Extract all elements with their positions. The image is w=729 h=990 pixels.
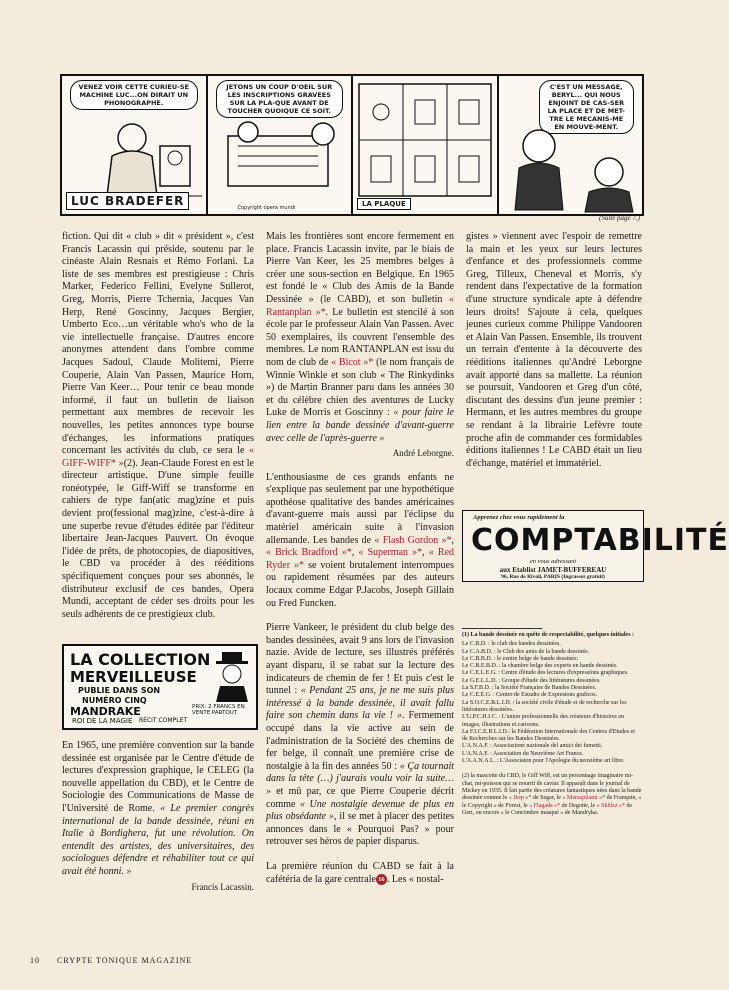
- text-run: se voient brutalement interrompues ou rapidement résumées par des auteurs locaux comme Edgar P.Jacobs, Joseph Gillain ou Fred Funcken.: [266, 559, 454, 609]
- footnote-item: Le C.E.L.E.G. : Centre d'étude des lectures d'expressions graphiques.: [462, 670, 629, 677]
- paragraph: gistes » viennent avec l'espoir de remettre la main et les yeux sur leurs lectures d'enfance et des professionnels comme Greg, Tilleux, Cheneval et Morris, s'y rendent dans l'expectative de la formation d'une structure syndicale apte à défendre leurs droits! S'ajoute à cela, quelques jeunes curieux comme Philippe Vandooren et Alain Van Passen. Ensemble, ils trouvent un terrain d'entente à la découverte des rééditions italiennes qu'André Leborgne avait apporté dans sa mallette. La réunion se poursuit, Vandooren et Greg d'un côté, discutant des dessins d'un jeune premier : Hermann, et les autres membres du groupe se rendant à la librairie Lefèvre toute proche afin de commander ces formidables éditions italiennes ! Le CABD était un lieu d'échange, matériel et immatériel.: [466, 231, 642, 469]
- ad-line: aux Etablist JAMET-BUFFEREAU: [499, 566, 607, 574]
- speech-bubble: JETONS UN COUP D'OEIL SUR LES INSCRIPTIONS GRAVEES SUR LA PLA-QUE AVANT DE TOUCHER QUOIQUE CE SOIT.: [216, 80, 344, 118]
- text-run: (2). Jean-Claude Forest en est le directeur artistique. D'une simple feuille ronéotypée, le Giff-Wiff se transforme en cahiers de type fan(atic mag)zine et puis devient pro(fessional mag)zine, c'est-à-dire à une superbe revue d'études éditée par l'éditeur libertaire Jean-Jacques Pauvert. On évoque l'idée de prêts, de photocopies, de diapositives, le CBD va procéder à des rééditions spécifiquement conçues pour ses abonnés, le distributeur exclusif de ces bandes, Opera Mundi, acceptant de céder ses droits pour les seuls adhérents de ce prestigieux club.: [62, 457, 254, 620]
- footnote-item: L'A.A.N.A.L. : L'Associaton pour l'Apologie du neuvième art libre.: [462, 758, 625, 765]
- bicot-link[interactable]: « Bicot »*: [331, 356, 374, 368]
- text-column-3: [466, 231, 642, 470]
- ad-line: en vous adressant: [529, 558, 577, 565]
- paragraph: L'enthousiasme de ces grands enfants ne s'explique pas seulement par une hypothétique apothéose qualitative des bandes américaines d'avant-guerre mais aussi par l'éclipse du matériel américain suite à l'invasion allemande. Les bandes de « Flash Gordon »*, « Brick Bradford »*, « Superman »*, « Red Ryder »* se voient brutalement interrompues ou rapidement résumées par des auteurs locaux comme Edgar P.Jacobs, Joseph Gillain ou Fred Funcken.: [266, 471, 455, 609]
- text-run: de Segar, le: [531, 795, 563, 802]
- quote: « Le premier congrès international de la bande dessinée, réuni en Italie à Bordighera, fut une révolution. On entendit des artistes, des universitaires, des sociologues défendre et réhabiliter tout ce qui avait été honni. »: [62, 802, 255, 877]
- text-run: . Fermement occupé dans la vie active au sein de l'administration de la Société des chemins de fer belge, il connaît une première crise de nostalgie à la fin des années 50 :: [266, 710, 454, 772]
- red-ryder-link[interactable]: « Red Ryder »*: [266, 547, 455, 571]
- footnote-item: La S.F.B.D. : la Société Française de Bandes Dessinées.: [462, 685, 597, 692]
- text-run: et mû par, ce que Pierre Couperie décrit comme: [266, 785, 454, 810]
- comic-panel-1: [62, 76, 208, 214]
- footnote-2: [462, 773, 642, 817]
- ad-line: Apprenez chez vous rapidement la: [473, 514, 565, 521]
- text-run: (le nom français de Winnie Winkle et son club « The Rinkydinks ») de Martin Branner paru dans les années 30 et du célèbre chien des aventures de Lucky Luke de Morris et Goscinny :: [266, 356, 454, 419]
- text-run: Mais les frontières sont encore fermement en place. Francis Lacassin invite, par le biais de Pierre Van Keer, les 25 membres belges à créer une sous-section en Belgique. En 1965 est fondé le « Club des Amis de la Bande Dessinée » (le CABD), et son bulletin: [266, 231, 454, 305]
- ad-headline: COMPTABILITÉ: [471, 523, 729, 558]
- quote-signature: André Leborgne.: [392, 448, 454, 459]
- strip-title: LUC BRADEFER: [66, 192, 189, 210]
- paragraph: [62, 740, 254, 879]
- text-run: La première réunion du CABD se fait à la cafétéria de la gare centrale: [266, 860, 454, 885]
- paragraph: [62, 231, 254, 621]
- comic-strip: [60, 74, 644, 216]
- ad-line: MERVEILLEUSE: [70, 668, 197, 686]
- continued-note: (Suite page 7.): [598, 214, 640, 222]
- magician-illustration: [212, 650, 252, 702]
- jeep-link[interactable]: « Jeep »*: [508, 795, 532, 802]
- text-column-1: [62, 231, 254, 621]
- marsupilami-link[interactable]: « Marsupilami »*: [562, 795, 606, 802]
- plaque-caption: LA PLAQUE: [357, 198, 411, 210]
- footnote-item: La F.I.C.E.R.L.I.D.: la Fédération Internationale des Centres d'Etudes et de Recherches sur les Bandes Dessinées.: [462, 728, 635, 743]
- character-illustration: [499, 76, 644, 212]
- ad-price: PRIX: 2 FRANCS EN VENTE PARTOUT: [192, 704, 245, 716]
- text-run: de Geri, ou encore « le Concombre masqué » de Mandryka.: [462, 802, 633, 816]
- superman-link[interactable]: « Superman »*: [358, 547, 423, 559]
- footnote-item: La S.O.C.E.R.L.I.D. : la société civile d'étude et de recherche sur les littératures dessinées.: [462, 699, 627, 713]
- comic-panel-4: [499, 76, 643, 214]
- footnote-item: Le C.B.D. : le club des bandes dessinées.: [462, 641, 561, 648]
- text-column-2: [266, 231, 454, 886]
- text-run: de Degotte, le: [560, 802, 597, 809]
- flagada-link[interactable]: « Flagada »*: [529, 802, 561, 809]
- quote-signature: Francis Lacassin.: [191, 881, 254, 892]
- ad-line: NUMÉRO CINQ: [82, 696, 147, 705]
- comic-panel-2: [208, 76, 354, 214]
- text-run: (2) la mascotte du CBD, le Giff Wiff, est un personnage imaginaire mi-chat, mi-poisson qui se nourrit de caviar. Il apparaît dans le journal de Mickey en 1935. Il fait partie des créatures fantastiques nées dans la bande dessinée comme le: [462, 773, 642, 802]
- speech-bubble: C'EST UN MESSAGE, BERYL... QUI NOUS ENJOINT DE CAS-SER LA PLACE ET DE MET-TRE LE MECANIS-ME EN MOUVE-MENT.: [539, 80, 635, 134]
- text-run: En 1965, une première convention sur la bande dessinée est organisée par le Centre d'étude de lectures d'expression graphique, le CELEG (la nouvelle appellation du CBD), et le Centre de Sociologie des Communications de Masse de l'Université de Rome.: [62, 740, 254, 814]
- footnote-item: L'U.P.C.H.I.C. : L'union professionnelle des créateurs d'histoires en images, illustrations et cartoons.: [462, 714, 625, 728]
- footnote-item: Le G.E.L.L.D. : Groupe d'étude des littératures dessinées.: [462, 677, 601, 684]
- footnote-heading: (1) La bande dessinée en quête de respectabilité, quelques initiales :: [462, 632, 635, 638]
- footnote-item: Le C.B.B.D. : le centre belge de bande dessinée.: [462, 655, 579, 662]
- ad-line: ROI DE LA MAGIE: [72, 717, 133, 725]
- flash-gordon-link[interactable]: « Flash Gordon »*: [374, 534, 452, 546]
- giff-wiff-link[interactable]: « GIFF-WIFF* »: [62, 445, 254, 469]
- page-footer: [30, 956, 192, 965]
- text-run: L'enthousiasme de ces grands enfants ne s'explique pas seulement par une hypothétique apothéose qualitative des bandes américaines d'avant-guerre mais aussi par l'éclipse du matériel américain suite à l'invasion allemande. Les bandes de: [266, 471, 454, 546]
- ad-line: PUBLIE DANS SON: [78, 686, 161, 695]
- footnotes: [462, 632, 642, 817]
- plaque-illustration: [353, 76, 498, 212]
- rantanplan-link[interactable]: « Rantanplan »*: [266, 293, 454, 318]
- speech-bubble: VENEZ VOIR CETTE CURIEU-SE MACHINE LUC...ON DIRAIT UN PHONOGRAPHE.: [70, 80, 198, 110]
- ad-line: LA COLLECTION: [70, 650, 211, 669]
- text-run: , il se met à placer des petites annonces dans le « Pourquoi Pas? » pour retrouver ses héros de papier disparus.: [266, 811, 454, 848]
- text-run: fiction. Qui dit « club » dit « président », c'est Francis Lacassin qui préside, soutenu par le cinéaste Alain Resnais et Rémo Forlani. La liste de ses membres est prestigieuse : Chris Marker, Federico Fellini, Evelyne Sullerot, Greg, Morris, Pierre Tchernia, Jacques Van Herp, René Goscinny, Jacques Bergier, Umberto Eco…un véritable who's who de la vie intellectuelle française. D'autres encore anonymes attendent dans l'ombre comme Jacques Sadoul, Claude Molitemi, Pierre Couperie, Alain Van Passen, Maurice Horn, Pierre Van Keer… Pour tenir ce beau monde informé, il faut un bulletin de liaison permettant aux membres de recevoir les nouvelles, les petites annonces type bourse d'échanges, les informations pratiques concernant les activités du club, ce sera le: [62, 231, 254, 457]
- ad-line: MANDRAKE: [70, 705, 141, 718]
- copyright-label: Copyright opera mundi: [237, 205, 296, 211]
- paragraph: [266, 231, 454, 445]
- text-run: . Les « nostal-: [386, 873, 444, 885]
- text-run: Pierre Vankeer, le président du club belge des bandes dessinées, avait 9 ans lors de l'invasion nazie. Avide de lecture, ses illustrés préférés ayant disparu, il se rabat sur la lecture des indicateurs de chemin de fer ! Et puis c'est le tunnel :: [266, 622, 454, 697]
- quote: « pour faire le lien entre la bande dessinée d'avant-guerre avec celle de l'après-guerre »: [266, 407, 454, 444]
- footnote-item: Le C.A.B.D. : le Club des amis de la bande dessinée.: [462, 648, 590, 655]
- quote: « Pendant 25 ans, je ne me suis plus intéressé à la bande dessinée, il avait fallu faire son chemin dans la vie ! »: [266, 685, 454, 722]
- footnote-item: L'A.N.A.F. : Association du Neuvième Art France.: [462, 750, 584, 757]
- magazine-name: CRYPTE TONIQUE MAGAZINE: [57, 956, 193, 965]
- footnote-item: L'A.N.A.F. : Associazione nazionale del amici dei fumetti.: [462, 743, 603, 750]
- text-run: . Le bulletin est stencilé à son école par le professeur Alain Van Passen. Avec 50 exemplaires, ils couvrent l'ensemble des membres. Le nom RANTANPLAN est issu du nom de club de: [266, 306, 454, 368]
- footnote-divider: [462, 628, 542, 629]
- footnote-marker[interactable]: 16: [376, 874, 387, 885]
- comic-panel-3: [353, 76, 499, 214]
- ad-collection-merveilleuse: [62, 644, 258, 730]
- quote: « Une nostalgie devenue de plus en plus obsédante »: [266, 798, 454, 823]
- paragraph: [266, 861, 454, 886]
- skblzz-link[interactable]: « Skblzz »*: [596, 802, 626, 809]
- text-run: de Franquin, « le Copyright » de Forest, le: [462, 795, 642, 809]
- footnote-item: Le C.B.E.B.D. : la chambre belge des experts en bande dessinée.: [462, 663, 618, 670]
- page-number: 10: [30, 956, 40, 965]
- ad-line: 96, Rue de Rivoli, PARIS (Ingrassez gratuit): [501, 574, 605, 580]
- text-column-1-lower: [62, 740, 254, 893]
- footnote-item: Le C.E.E.G. : Centro de Estudio de Expresions graficos.: [462, 692, 598, 699]
- paragraph: [266, 622, 454, 849]
- character-illustration: [208, 76, 353, 212]
- ad-comptabilite: [462, 510, 729, 582]
- ad-line: RÉCIT COMPLET: [139, 717, 187, 724]
- brick-bradford-link[interactable]: « Brick Bradford »*: [266, 547, 352, 559]
- quote: « Ça tournait dans la tête (…) j'aurais voulu voir la suite… »: [266, 760, 454, 797]
